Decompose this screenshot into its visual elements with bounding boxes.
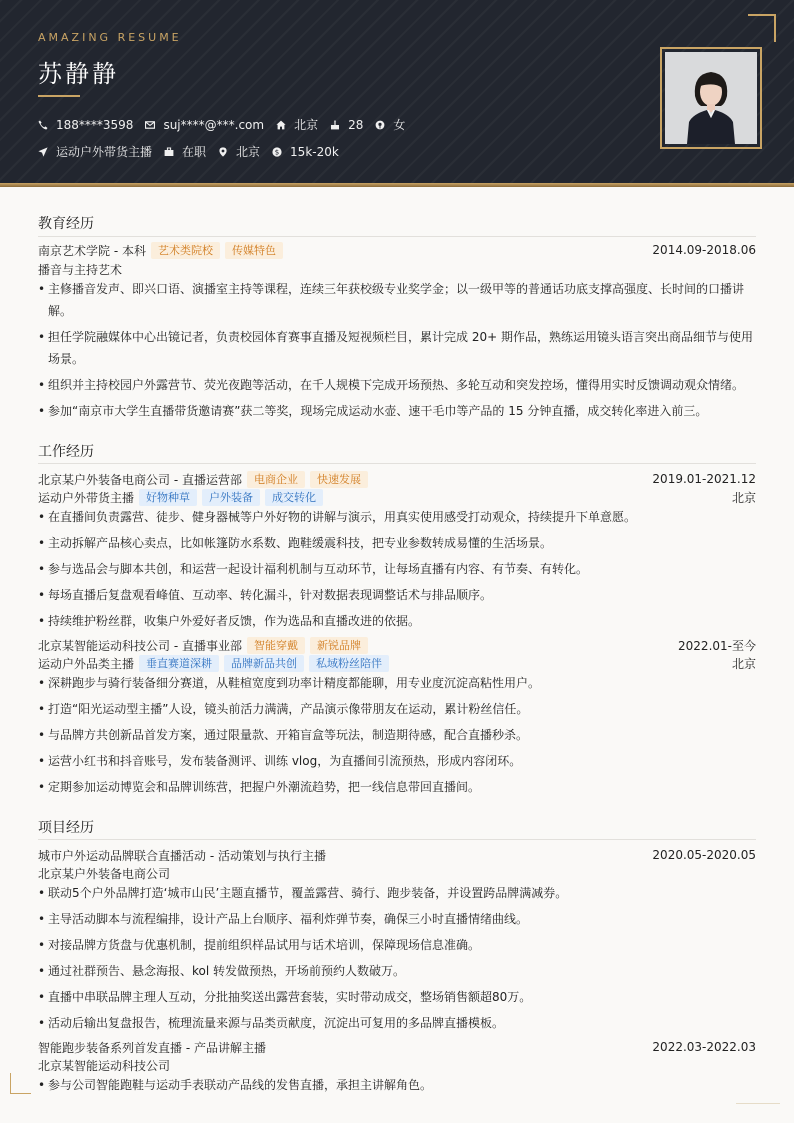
company-tag: 电商企业 — [247, 471, 305, 488]
section-divider — [38, 839, 756, 840]
job-header-row — [38, 636, 756, 654]
education-header-row — [38, 241, 756, 259]
school-tag: 艺术类院校 — [151, 242, 220, 259]
project-org: 北京某智能运动科技公司 — [38, 1058, 171, 1073]
education-major-row — [38, 260, 756, 278]
corner-ornament — [748, 14, 776, 42]
education-bullet: • 参加“南京市大学生直播带货邀请赛”获二等奖，现场完成运动水壶、速干毛巾等产品的 15 分钟直播，成交转化率进入前三。 — [38, 404, 708, 418]
job-bullet: • 在直播间负责露营、徒步、健身器械等户外好物的讲解与演示，用真实使用感受打动观众，持续提升下单意愿。 — [38, 510, 637, 524]
intent-city: 北京 — [218, 143, 260, 160]
project-org-row — [38, 864, 756, 882]
briefcase-icon — [164, 147, 174, 157]
role-tag: 品牌新品共创 — [224, 655, 304, 672]
job-bullet: • 持续维护粉丝群，收集户外爱好者反馈，作为选品和直播改进的依据。 — [38, 614, 421, 628]
intent-status: 在职 — [164, 143, 206, 160]
role-tag: 成交转化 — [265, 489, 323, 506]
project-bullet: • 通过社群预告、悬念海报、kol 转发做预热，开场前预约人数破万。 — [38, 964, 406, 978]
send-icon — [38, 147, 48, 157]
school-tag: 传媒特色 — [225, 242, 283, 259]
profile-photo — [665, 52, 757, 144]
job-bullet: • 与品牌方共创新品首发方案，通过限量款、开箱盲盒等玩法，制造期待感，配合直播秒杀。 — [38, 728, 529, 742]
candidate-name: 苏静静 — [38, 60, 119, 88]
job-role: 运动户外带货主播 — [38, 490, 135, 505]
project-bullet: • 联动5个户外品牌打造‘城市山民’主题直播节，覆盖露营、骑行、跑步装备，并设置跨品牌满减券。 — [38, 886, 568, 900]
job-bullet: • 定期参加运动博览会和品牌训练营，把握户外潮流趋势，把一线信息带回直播间。 — [38, 780, 481, 794]
project-bullet: • 主导活动脚本与流程编排，设计产品上台顺序、福利炸弹节奏，确保三小时直播情绪曲线。 — [38, 912, 529, 926]
resume-tagline: AMAZING RESUME — [38, 31, 182, 44]
job-role: 运动户外品类主播 — [38, 656, 135, 671]
phone-icon — [38, 120, 48, 130]
name-underline — [38, 95, 80, 97]
major: 播音与主持艺术 — [38, 262, 123, 277]
profile-photo-frame — [660, 47, 762, 149]
role-tag: 私域粉丝陪伴 — [309, 655, 389, 672]
school-name: 南京艺术学院 - 本科 — [38, 243, 146, 258]
company-tag: 智能穿戴 — [247, 637, 305, 654]
location-icon — [218, 147, 228, 157]
project-bullet: • 活动后输出复盘报告，梳理流量来源与品类贡献度，沉淀出可复用的多品牌直播模板。 — [38, 1016, 505, 1030]
intent-position: 运动户外带货主播 — [38, 143, 152, 160]
project-name: 智能跑步装备系列首发直播 - 产品讲解主播 — [38, 1040, 266, 1055]
role-tag: 好物种草 — [139, 489, 197, 506]
resume-header — [0, 0, 794, 183]
project-header-row — [38, 846, 756, 864]
project-bullet: • 参与公司智能跑鞋与运动手表联动产品线的发售直播，承担主讲解角色。 — [38, 1078, 433, 1092]
job-bullet: • 打造“阳光运动型主播”人设，镜头前活力满满，产品演示像带朋友在运动，累计粉丝信任。 — [38, 702, 529, 716]
education-section-title: 教育经历 — [38, 216, 94, 232]
gender-icon — [375, 120, 385, 130]
project-name: 城市户外运动品牌联合直播活动 - 活动策划与执行主播 — [38, 848, 326, 863]
company-tag: 快速发展 — [310, 471, 368, 488]
svg-text:$: $ — [274, 148, 280, 157]
project-period: 2020.05-2020.05 — [652, 848, 756, 862]
header-gold-rule — [0, 183, 794, 187]
education-bullet-cont: 场景。 — [48, 352, 85, 366]
contact-row — [38, 116, 417, 133]
education-bullet: • 组织并主持校园户外露营节、荧光夜跑等活动，在千人规模下完成开场预热、多轮互动和突发控场，懂得用实时反馈调动观众情绪。 — [38, 378, 745, 392]
cake-icon — [330, 120, 340, 130]
education-bullet: • 担任学院融媒体中心出镜记者，负责校园体育赛事直播及短视频栏目，累计完成 20+ 期作品，熟练运用镜头语言突出商品细节与使用 — [38, 330, 753, 344]
contact-email: suj****@***.com — [145, 118, 264, 132]
company-name: 北京某智能运动科技公司 - 直播事业部 — [38, 638, 242, 653]
section-divider — [38, 236, 756, 237]
salary-icon — [272, 147, 282, 157]
job-bullet: • 运营小红书和抖音账号，发布装备测评、训练 vlog，为直播间引流预热，形成内容闭环。 — [38, 754, 522, 768]
company-tag: 新锐品牌 — [310, 637, 368, 654]
job-bullet: • 深耕跑步与骑行装备细分赛道，从鞋楦宽度到功率计精度都能聊，用专业度沉淀高粘性用户。 — [38, 676, 541, 690]
education-bullet-cont: 解。 — [48, 304, 73, 318]
intent-salary: $ 15k-20k — [272, 145, 339, 159]
project-bullet: • 对接品牌方货盘与优惠机制，提前组织样品试用与话术培训，保障现场信息准确。 — [38, 938, 481, 952]
job-city: 北京 — [731, 490, 756, 505]
company-name: 北京某户外装备电商公司 - 直播运营部 — [38, 472, 242, 487]
role-tag: 户外装备 — [202, 489, 260, 506]
corner-ornament — [10, 1073, 31, 1094]
project-header-row — [38, 1038, 756, 1056]
education-period: 2014.09-2018.06 — [652, 243, 756, 257]
mail-icon — [145, 120, 155, 130]
project-org: 北京某户外装备电商公司 — [38, 866, 171, 881]
job-bullet: • 参与选品会与脚本共创，和运营一起设计福利机制与互动环节，让每场直播有内容、有节奏、有转化。 — [38, 562, 589, 576]
job-role-row — [38, 654, 756, 672]
job-header-row — [38, 470, 756, 488]
intent-row — [38, 143, 351, 160]
job-period: 2022.01-至今 — [678, 638, 756, 653]
projects-section-title: 项目经历 — [38, 820, 94, 836]
project-org-row — [38, 1056, 756, 1074]
work-section-title: 工作经历 — [38, 444, 94, 460]
project-bullet: • 直播中串联品牌主理人互动，分批抽奖送出露营套装，实时带动成交，整场销售额超80万。 — [38, 990, 532, 1004]
role-tag: 垂直赛道深耕 — [139, 655, 219, 672]
section-divider — [38, 463, 756, 464]
home-icon — [276, 120, 286, 130]
job-bullet: • 主动拆解产品核心卖点，比如帐篷防水系数、跑鞋缓震科技，把专业参数转成易懂的生活场景。 — [38, 536, 553, 550]
contact-phone: 188****3598 — [38, 118, 133, 132]
education-bullet: • 主修播音发声、即兴口语、演播室主持等课程，连续三年获校级专业奖学金；以一级甲等的普通话功底支撑高强度、长时间的口播讲 — [38, 282, 745, 296]
contact-city: 北京 — [276, 116, 318, 133]
job-city: 北京 — [731, 656, 756, 671]
contact-gender: 女 — [375, 116, 405, 133]
job-role-row — [38, 488, 756, 506]
corner-ornament — [736, 1103, 780, 1104]
job-bullet: • 每场直播后复盘观看峰值、互动率、转化漏斗，针对数据表现调整话术与排品顺序。 — [38, 588, 493, 602]
contact-age: 28 — [330, 118, 363, 132]
job-period: 2019.01-2021.12 — [652, 472, 756, 486]
project-period: 2022.03-2022.03 — [652, 1040, 756, 1054]
